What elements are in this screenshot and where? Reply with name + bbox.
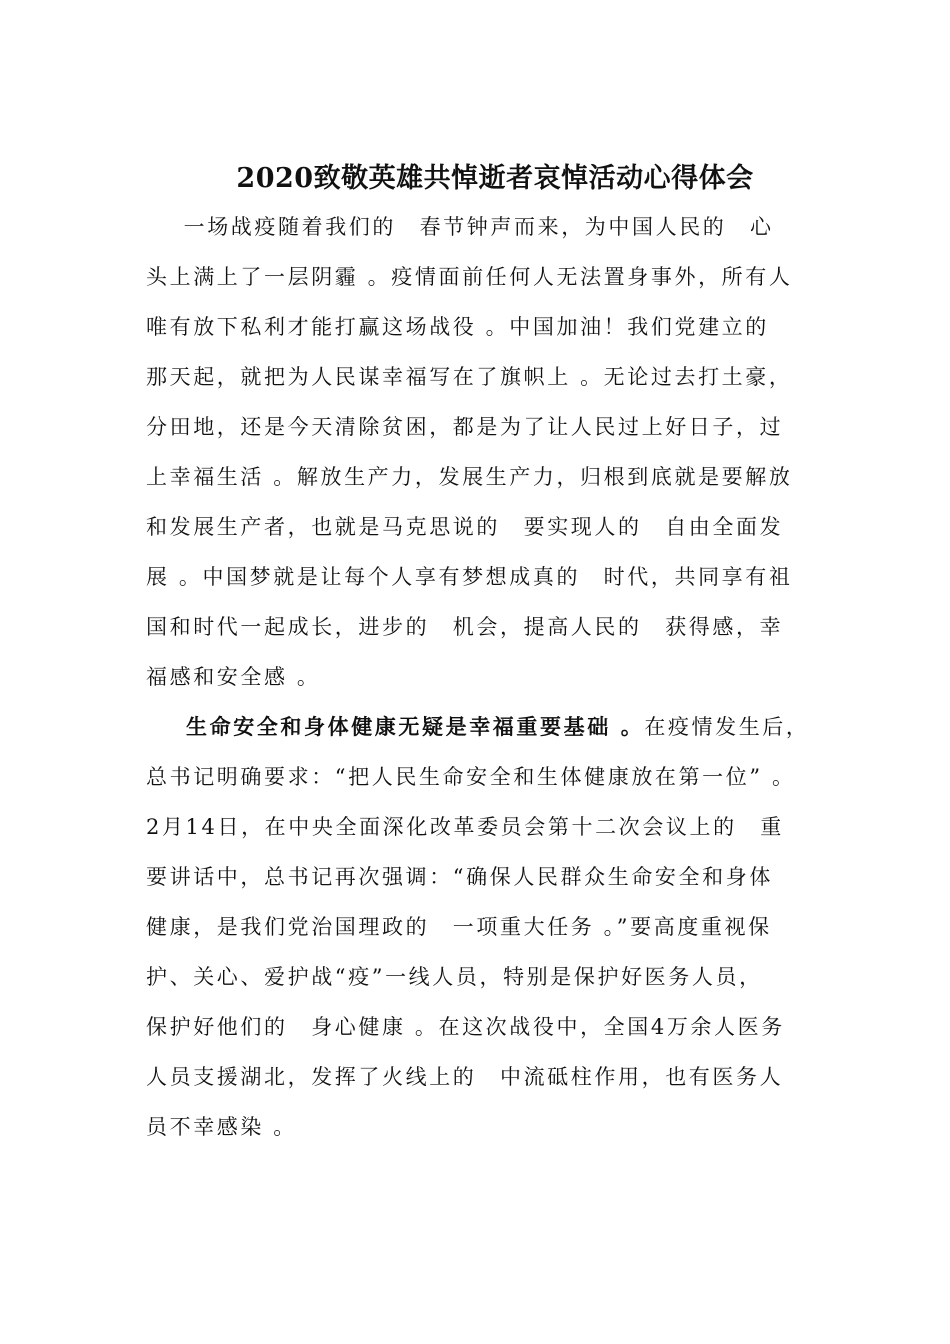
paragraph-2-line-6: 保护好他们的 身心健康 。在这次战役中，全国4万余人医务	[146, 1015, 785, 1039]
document-title: 2020致敬英雄共悼逝者哀悼活动心得体会	[236, 163, 754, 194]
paragraph-2-lead-bold: 生命安全和身体健康无疑是幸福重要基础 。	[186, 714, 645, 739]
paragraph-2-line-8: 员不幸感染 。	[146, 1115, 297, 1139]
paragraph-2-line-1: 总书记明确要求：“把人民生命安全和生体健康放在第一位” 。	[146, 765, 796, 789]
paragraph-1-line-2: 头上满上了一层阴霾 。疫情面前任何人无法置身事外，所有人	[146, 265, 793, 289]
paragraph-1-line-1: 一场战疫随着我们的 春节钟声而来，为中国人民的 心	[160, 215, 774, 239]
paragraph-1-line-3: 唯有放下私利才能打赢这场战役 。中国加油！我们党建立的	[146, 315, 769, 339]
paragraph-2-line-4: 健康，是我们党治国理政的 一项重大任务 。”要高度重视保	[146, 915, 772, 939]
paragraph-1-line-7: 和发展生产者，也就是马克思说的 要实现人的 自由全面发	[146, 515, 784, 539]
paragraph-1-line-10: 福感和安全感 。	[146, 665, 321, 689]
paragraph-1-line-9: 国和时代一起成长，进步的 机会，提高人民的 获得感，幸	[146, 615, 784, 639]
paragraph-2-lead-rest: 在疫情发生后，	[644, 715, 810, 739]
paragraph-1-line-5: 分田地，还是今天清除贫困，都是为了让人民过上好日子，过	[146, 415, 784, 439]
paragraph-1-line-6: 上幸福生活 。解放生产力，发展生产力，归根到底就是要解放	[146, 465, 793, 489]
paragraph-2-line-2: 2月14日，在中央全面深化改革委员会第十二次会议上的 重	[146, 815, 784, 839]
paragraph-1-line-4: 那天起，就把为人民谋幸福写在了旗帜上 。无论过去打土豪，	[146, 365, 793, 389]
paragraph-2-line-3: 要讲话中，总书记再次强调：“确保人民群众生命安全和身体	[146, 865, 773, 889]
paragraph-2-lead	[186, 713, 836, 741]
paragraph-2-line-5: 护、关心、爱护战“疫”一线人员，特别是保护好医务人员，	[146, 965, 763, 989]
paragraph-1-line-8: 展 。中国梦就是让每个人享有梦想成真的 时代，共同享有祖	[146, 565, 793, 589]
paragraph-2-line-7: 人员支援湖北，发挥了火线上的 中流砥柱作用，也有医务人	[146, 1065, 784, 1089]
